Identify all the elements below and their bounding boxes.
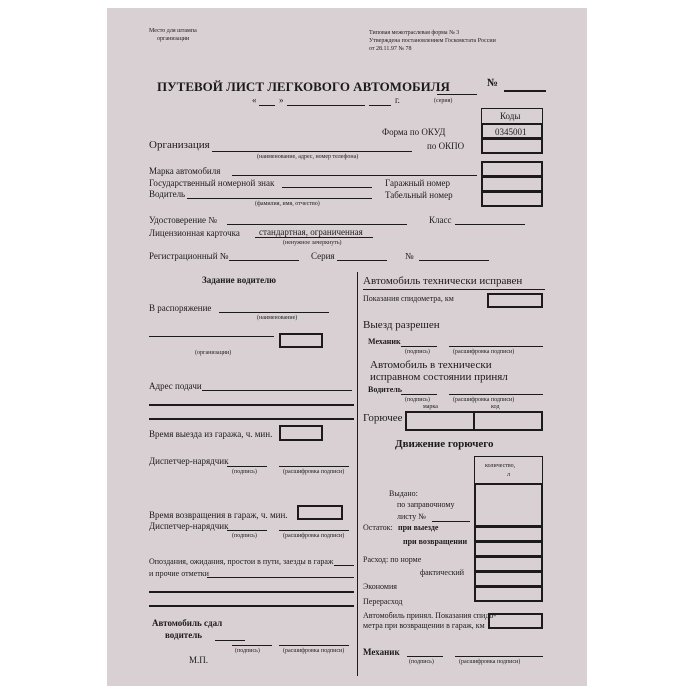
car-handed-label: Автомобиль сдал [152, 618, 223, 628]
delays-label: Опоздания, ожидания, простои в пути, заезды в гараж [149, 557, 334, 566]
at-return-label: при возвращении [403, 537, 468, 546]
fuel-movement-title: Движение горючего [395, 438, 494, 450]
driver-label: Водитель [149, 189, 186, 199]
okpo-code-box[interactable] [481, 138, 543, 154]
organization-label: Организация [149, 139, 210, 151]
overuse-label: Перерасход [363, 597, 403, 606]
handed-decode-hint: (расшифровка подписи) [283, 648, 345, 654]
number-sign: № [487, 77, 499, 89]
codes-header-cell [481, 108, 543, 124]
handed-sign-hint: (подпись) [235, 648, 260, 654]
dispatcher-decode-hint: (расшифровка подписи) [283, 469, 345, 475]
consumption-label: Расход: по норме [363, 555, 422, 564]
dispatcher2-decode-line[interactable] [279, 530, 349, 531]
right-driver-decode-line[interactable] [449, 394, 543, 395]
series-field-line[interactable] [337, 260, 387, 261]
qty-header-cell [474, 456, 543, 484]
depart-time-box[interactable] [279, 425, 323, 441]
qty-departure-box[interactable] [474, 526, 543, 542]
vehicle-code-box-1[interactable] [481, 161, 543, 177]
dispatcher-decode-line[interactable] [279, 466, 349, 467]
organization-hint: (наименование, адрес, номер телефона) [257, 154, 359, 160]
qty-return-box[interactable] [474, 541, 543, 557]
day-line[interactable] [259, 105, 275, 106]
disposal-code-box[interactable] [279, 333, 323, 348]
depart-time-label: Время выезда из гаража, ч. мин. [149, 429, 273, 439]
car-brand-line[interactable] [232, 175, 477, 176]
column-divider [357, 272, 358, 676]
number-line[interactable] [504, 90, 546, 92]
tab-no-label: Табельный номер [385, 190, 453, 200]
number-field-line[interactable] [419, 260, 489, 261]
remarks-line-2[interactable] [149, 591, 354, 593]
right-driver-label: Водитель [368, 385, 402, 394]
remarks-label: и прочие отметки [149, 569, 209, 578]
lic-card-value[interactable]: стандартная, ограниченная [259, 227, 363, 237]
fuel-brand-box[interactable] [405, 411, 475, 431]
tech-ok-underline [363, 289, 545, 290]
right-driver-sign-line[interactable] [401, 394, 437, 395]
odometer-label: Показания спидометра, км [363, 294, 454, 303]
disposal-line[interactable] [219, 312, 329, 313]
series-hint: (серия) [434, 98, 453, 104]
mechanic2-sign-hint: (подпись) [409, 659, 434, 665]
economy-label: Экономия [363, 582, 397, 591]
mechanic-decode-hint: (расшифровка подписи) [453, 349, 515, 355]
task-title: Задание водителю [202, 275, 277, 285]
accepted-label-2: исправном состоянии принял [370, 371, 508, 383]
address-line-3[interactable] [149, 418, 354, 420]
garage-no-label: Гаражный номер [385, 178, 450, 188]
dispatcher-sign-hint: (подпись) [232, 469, 257, 475]
dispatcher2-decode-hint: (расшифровка подписи) [283, 533, 345, 539]
mechanic-decode-line[interactable] [449, 346, 543, 347]
qty-head: количество, [485, 463, 516, 469]
handed-sign-line[interactable] [232, 645, 272, 646]
month-line[interactable] [287, 105, 365, 106]
odometer-box[interactable] [487, 293, 543, 308]
qty-unit: л [507, 472, 510, 478]
at-departure-label: при выезде [398, 523, 439, 532]
car-brand-label: Марка автомобиля [149, 166, 221, 176]
qty-norm-box[interactable] [474, 556, 543, 572]
class-label: Класс [429, 215, 452, 225]
return-odometer-box[interactable] [488, 613, 543, 629]
stamp-org-label: организации [157, 36, 190, 42]
handed-decode-line[interactable] [279, 645, 349, 646]
waybill-form-sheet [107, 8, 587, 686]
sheet-no-label: листу № [397, 512, 426, 521]
okud-code-value: 0345001 [495, 127, 527, 137]
disposal-hint: (наименование) [257, 315, 298, 321]
approved-date-label: от 28.11.97 № 78 [369, 46, 412, 52]
dispatcher2-sign-line[interactable] [227, 530, 267, 531]
issued-label: Выдано: [389, 489, 418, 498]
sheet-no-line[interactable] [432, 521, 470, 522]
address-label: Адрес подачи [149, 381, 202, 391]
by-coupon-label: по заправочному [397, 500, 455, 509]
quote-open: « [252, 95, 257, 105]
address-line-2[interactable] [149, 404, 354, 406]
remainder-label: Остаток: [363, 523, 393, 532]
reg-no-label: Регистрационный № [149, 251, 229, 261]
license-line[interactable] [227, 224, 407, 225]
actual-label: фактический [420, 568, 465, 577]
plate-line[interactable] [282, 187, 372, 188]
vehicle-code-box-2[interactable] [481, 176, 543, 192]
disposal-line-2[interactable] [149, 336, 274, 337]
disposal-label: В распоряжение [149, 303, 212, 313]
form-type-label: Типовая межотраслевая форма № 3 [369, 30, 460, 36]
dispatcher-sign-line[interactable] [227, 466, 267, 467]
dispatcher2-sign-hint: (подпись) [232, 533, 257, 539]
approved-label: Утверждена постановлением Госкомстата России [369, 38, 496, 44]
qty-issued-box[interactable] [474, 483, 543, 527]
remarks-line-1[interactable] [207, 577, 354, 578]
mechanic-label: Механик [368, 337, 401, 346]
mechanic-sign-hint: (подпись) [405, 349, 430, 355]
org-hint: (организации) [195, 350, 232, 356]
lic-card-label: Лицензионная карточка [149, 228, 240, 238]
qty-actual-box[interactable] [474, 571, 543, 587]
series-line[interactable] [437, 94, 477, 95]
page-title: ПУТЕВОЙ ЛИСТ ЛЕГКОВОГО АВТОМОБИЛЯ [157, 79, 450, 94]
year-suffix: г. [395, 95, 400, 105]
dispatcher2-label: Диспетчер-нарядчик [149, 521, 229, 531]
remarks-line-3[interactable] [149, 605, 354, 607]
okpo-label: по ОКПО [427, 141, 465, 151]
license-label: Удостоверение № [149, 215, 217, 225]
fuel-label: Горючее [363, 412, 403, 424]
dispatcher-label: Диспетчер-нарядчик [149, 456, 229, 466]
fuel-code-box[interactable] [473, 411, 543, 431]
mechanic-sign-line[interactable] [401, 346, 437, 347]
accepted-label-1: Автомобиль в технически [370, 359, 492, 371]
driver-hint: (фамилия, имя, отчество) [255, 201, 320, 207]
class-line[interactable] [455, 224, 525, 225]
car-accepted-label-2: метра при возвращении в гараж, км [363, 621, 485, 630]
fuel-code-col: код [491, 404, 500, 410]
vehicle-code-box-3[interactable] [481, 191, 543, 207]
fuel-brand-col: марка [423, 404, 438, 410]
plate-label: Государственный номерной знак [149, 178, 275, 188]
right-driver-decode-hint: (расшифровка подписи) [453, 397, 515, 403]
mechanic2-sign-line[interactable] [407, 656, 443, 657]
lic-card-hint: (ненужное зачеркнуть) [283, 240, 342, 246]
number-label: № [405, 251, 414, 261]
year-line[interactable] [369, 105, 391, 106]
seal-label: М.П. [189, 655, 209, 665]
car-handed-driver-label: водитель [165, 630, 203, 640]
tech-ok-label: Автомобиль технически исправен [363, 275, 523, 287]
okud-code-box[interactable] [481, 123, 543, 139]
codes-header: Коды [500, 111, 521, 121]
qty-economy-box[interactable] [474, 586, 543, 602]
lic-card-line [255, 237, 373, 238]
return-time-label: Время возвращения в гараж, ч. мин. [149, 510, 288, 520]
address-line-1[interactable] [202, 390, 352, 391]
exit-allowed-label: Выезд разрешен [363, 319, 440, 331]
car-handed-underline [215, 640, 245, 641]
stamp-place-label: Место для штампа [149, 28, 197, 34]
delays-line[interactable] [334, 565, 354, 566]
quote-close: » [279, 95, 284, 105]
series-label: Серия [311, 251, 335, 261]
driver-line[interactable] [187, 198, 372, 199]
car-accepted-label: Автомобиль принял. Показания спидо- [363, 611, 497, 620]
mechanic2-label: Механик [363, 647, 400, 657]
return-time-box[interactable] [297, 505, 343, 520]
mechanic2-decode-hint: (расшифровка подписи) [459, 659, 521, 665]
right-driver-sign-hint: (подпись) [405, 397, 430, 403]
organization-line[interactable] [212, 151, 412, 152]
mechanic2-decode-line[interactable] [455, 656, 543, 657]
okud-label: Форма по ОКУД [382, 127, 446, 137]
reg-no-line[interactable] [229, 260, 299, 261]
